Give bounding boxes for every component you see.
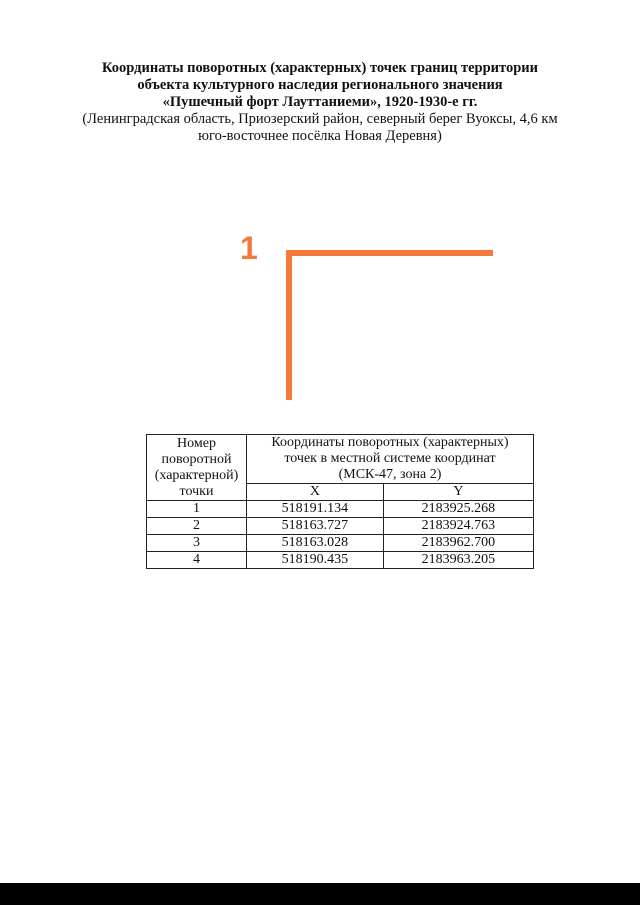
table-header-row xyxy=(147,435,534,484)
table-row xyxy=(147,535,534,552)
title-line-2: объекта культурного наследия регионального значения xyxy=(137,77,503,93)
coordinates-table xyxy=(146,434,534,569)
x-coordinate-cell: 518163.727 xyxy=(247,518,384,535)
x-coordinate-cell: 518191.134 xyxy=(247,501,384,518)
point-number-cell: 2 xyxy=(147,518,247,535)
header-text-line: поворотной xyxy=(161,451,232,467)
y-coordinate-cell: 2183963.205 xyxy=(383,552,533,569)
header-text-line: точек в местной системе координат xyxy=(284,451,496,466)
point-number-cell: 4 xyxy=(147,552,247,569)
document-heading xyxy=(40,60,600,145)
x-column-header: X xyxy=(247,484,384,501)
boundary-line-horizontal xyxy=(286,250,493,256)
x-coordinate-cell: 518163.028 xyxy=(247,535,384,552)
coordinates-header xyxy=(247,435,534,484)
location-line-2: юго-восточнее посёлка Новая Деревня) xyxy=(198,128,442,144)
header-text-line: (МСК-47, зона 2) xyxy=(338,467,442,482)
point-marker-label: 1 xyxy=(240,230,258,266)
header-text-line: (характерной) xyxy=(154,467,239,483)
location-line-1: (Ленинградская область, Приозерский район, северный берег Вуоксы, 4,6 км xyxy=(82,111,558,127)
point-number-cell: 3 xyxy=(147,535,247,552)
title-line-1: Координаты поворотных (характерных) точек границ территории xyxy=(102,60,538,76)
header-text-line: Номер xyxy=(177,435,216,451)
y-coordinate-cell: 2183962.700 xyxy=(383,535,533,552)
y-coordinate-cell: 2183924.763 xyxy=(383,518,533,535)
y-coordinate-cell: 2183925.268 xyxy=(383,501,533,518)
title-line-3: «Пушечный форт Лауттаниеми», 1920-1930-е гг. xyxy=(162,94,478,110)
table-row xyxy=(147,501,534,518)
scan-edge-bar xyxy=(0,883,640,905)
header-text-line: Координаты поворотных (характерных) xyxy=(271,435,509,450)
header-text-line: точки xyxy=(179,483,214,499)
point-number-cell: 1 xyxy=(147,501,247,518)
point-number-header xyxy=(147,435,247,501)
table-row xyxy=(147,552,534,569)
boundary-line-vertical xyxy=(286,250,292,400)
table-row xyxy=(147,518,534,535)
x-coordinate-cell: 518190.435 xyxy=(247,552,384,569)
y-column-header: Y xyxy=(383,484,533,501)
